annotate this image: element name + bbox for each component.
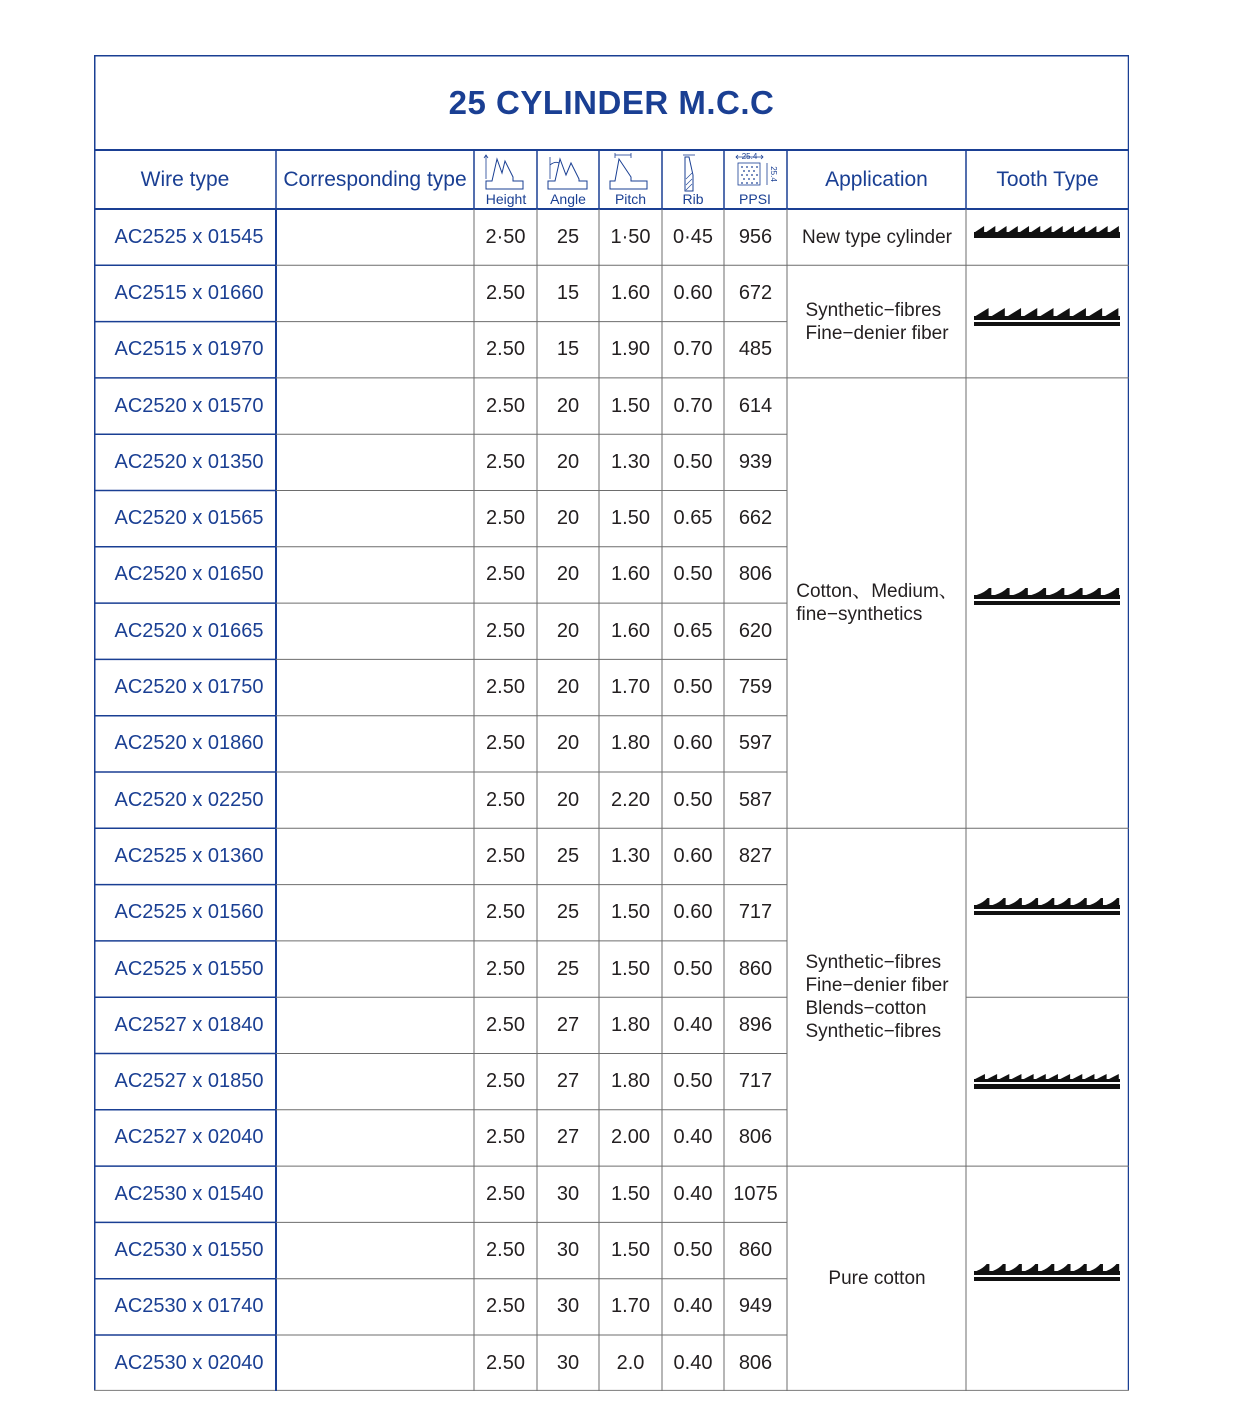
- wire-type-cell: AC2520 x 02250: [114, 788, 264, 811]
- ppsi-cell: 806: [738, 1126, 773, 1149]
- pitch-cell: 1.30: [611, 450, 650, 473]
- pitch-cell: 1.50: [611, 1182, 650, 1205]
- pitch-cell: 1.50: [611, 394, 650, 417]
- pitch-cell: 1.70: [611, 676, 650, 699]
- wire-type-cell: AC2520 x 01860: [114, 732, 264, 755]
- height-cell: 2.50: [486, 844, 525, 867]
- pitch-cell: 1.50: [611, 1239, 650, 1262]
- wire-type-cell: AC2520 x 01650: [114, 563, 264, 586]
- header-corresponding-type: Corresponding type: [283, 167, 467, 191]
- wire-type-cell: AC2525 x 01560: [114, 901, 264, 924]
- wire-type-cell: AC2520 x 01570: [114, 394, 264, 417]
- height-cell: 2.50: [486, 1070, 525, 1093]
- ppsi-cell: 614: [738, 394, 773, 417]
- ppsi-cell: 1075: [733, 1182, 778, 1205]
- height-cell: 2.50: [486, 450, 525, 473]
- height-cell: 2.50: [486, 957, 525, 980]
- angle-diagram-icon: [545, 153, 591, 193]
- wire-type-cell: AC2520 x 01350: [114, 450, 264, 473]
- height-cell: 2.50: [486, 394, 525, 417]
- angle-cell: 30: [556, 1182, 580, 1205]
- pitch-cell: 1.50: [611, 901, 650, 924]
- height-cell: 2.50: [486, 676, 525, 699]
- angle-cell: 15: [556, 281, 580, 304]
- ppsi-cell: 485: [738, 338, 773, 361]
- rib-cell: 0.50: [673, 1239, 713, 1262]
- tooth-profile-icon-blend-b: [974, 1067, 1120, 1097]
- pitch-cell: 2.00: [611, 1126, 650, 1149]
- rib-cell: 0.40: [673, 1013, 713, 1036]
- wire-type-cell: AC2527 x 01840: [114, 1013, 264, 1036]
- pitch-cell: 1.80: [611, 1070, 650, 1093]
- ppsi-cell: 672: [738, 281, 773, 304]
- rib-cell: 0.40: [673, 1295, 713, 1318]
- angle-cell: 25: [556, 901, 580, 924]
- ppsi-cell: 827: [738, 844, 773, 867]
- height-cell: 2.50: [486, 732, 525, 755]
- rib-cell: 0·45: [672, 225, 714, 248]
- angle-cell: 25: [556, 225, 580, 248]
- rib-cell: 0.40: [673, 1126, 713, 1149]
- pitch-cell: 1.50: [611, 507, 650, 530]
- ppsi-cell: 806: [738, 1351, 773, 1374]
- rib-cell: 0.65: [673, 619, 713, 642]
- pitch-cell: 1.60: [611, 619, 650, 642]
- spec-table: [94, 55, 1129, 1391]
- header-tooth-type: Tooth Type: [996, 167, 1099, 191]
- rib-cell: 0.60: [673, 901, 713, 924]
- header-pitch: Pitch: [614, 191, 647, 207]
- header-angle: Angle: [550, 191, 586, 207]
- height-cell: 2.50: [486, 1182, 525, 1205]
- rib-cell: 0.50: [673, 450, 713, 473]
- ppsi-cell: 717: [738, 901, 773, 924]
- wire-type-cell: AC2525 x 01550: [114, 957, 264, 980]
- wire-type-cell: AC2520 x 01565: [114, 507, 264, 530]
- rib-cell: 0.40: [673, 1351, 713, 1374]
- wire-type-cell: AC2527 x 01850: [114, 1070, 264, 1093]
- angle-cell: 27: [556, 1126, 580, 1149]
- application-text: Synthetic−fibres Fine−denier fiber: [805, 299, 949, 344]
- ppsi-cell: 806: [738, 563, 773, 586]
- ppsi-cell: 860: [738, 1239, 773, 1262]
- rib-cell: 0.70: [673, 394, 713, 417]
- height-cell: 2.50: [486, 563, 525, 586]
- angle-cell: 30: [556, 1295, 580, 1318]
- ppsi-cell: 949: [738, 1295, 773, 1318]
- ppsi-cell: 956: [738, 225, 773, 248]
- ppsi-cell: 597: [738, 732, 773, 755]
- wire-type-cell: AC2520 x 01665: [114, 619, 264, 642]
- angle-cell: 30: [556, 1351, 580, 1374]
- ppsi-cell: 620: [738, 619, 773, 642]
- angle-cell: 20: [556, 450, 580, 473]
- angle-cell: 15: [556, 338, 580, 361]
- rib-cell: 0.50: [673, 957, 713, 980]
- rib-cell: 0.60: [673, 732, 713, 755]
- header-height: Height: [485, 191, 527, 207]
- pitch-cell: 1.80: [611, 1013, 650, 1036]
- ppsi-cell: 662: [738, 507, 773, 530]
- rib-cell: 0.50: [673, 563, 713, 586]
- ppsi-cell: 717: [738, 1070, 773, 1093]
- wire-type-cell: AC2515 x 01660: [114, 281, 264, 304]
- ppsi-cell: 939: [738, 450, 773, 473]
- angle-cell: 27: [556, 1013, 580, 1036]
- height-cell: 2.50: [486, 901, 525, 924]
- header-ppsi: PPSI: [739, 191, 771, 207]
- angle-cell: 20: [556, 394, 580, 417]
- rib-cell: 0.60: [673, 281, 713, 304]
- height-cell: 2.50: [486, 1351, 525, 1374]
- wire-type-cell: AC2525 x 01545: [114, 225, 264, 248]
- pitch-cell: 1.90: [611, 338, 650, 361]
- ppsi-cell: 860: [738, 957, 773, 980]
- ppsi-cell: 896: [738, 1013, 773, 1036]
- angle-cell: 20: [556, 619, 580, 642]
- angle-cell: 20: [556, 563, 580, 586]
- pitch-cell: 1.60: [611, 281, 650, 304]
- ppsi-cell: 587: [738, 788, 773, 811]
- height-cell: 2·50: [485, 225, 526, 248]
- height-diagram-icon: [483, 153, 529, 193]
- rib-diagram-icon: [677, 153, 707, 193]
- wire-type-cell: AC2530 x 01540: [114, 1182, 264, 1205]
- pitch-cell: 2.20: [611, 788, 650, 811]
- wire-type-cell: AC2515 x 01970: [114, 338, 264, 361]
- application-text: Cotton、Medium、 fine−synthetics: [796, 581, 958, 626]
- height-cell: 2.50: [486, 1126, 525, 1149]
- angle-cell: 25: [556, 844, 580, 867]
- pitch-cell: 1.70: [611, 1295, 650, 1318]
- angle-cell: 20: [556, 788, 580, 811]
- height-cell: 2.50: [486, 1239, 525, 1262]
- angle-cell: 27: [556, 1070, 580, 1093]
- tooth-profile-icon-synthetic: [974, 307, 1120, 337]
- application-text: Synthetic−fibres Fine−denier fiber Blends−cotton Synthetic−fibres: [805, 952, 949, 1043]
- header-rib: Rib: [682, 191, 704, 207]
- rib-cell: 0.50: [673, 676, 713, 699]
- tooth-profile-icon-blend-a: [974, 898, 1120, 928]
- height-cell: 2.50: [486, 788, 525, 811]
- angle-cell: 30: [556, 1239, 580, 1262]
- application-text: New type cylinder: [802, 226, 952, 248]
- pitch-cell: 1.80: [611, 732, 650, 755]
- pitch-cell: 1.30: [611, 844, 650, 867]
- wire-type-cell: AC2530 x 01550: [114, 1239, 264, 1262]
- angle-cell: 25: [556, 957, 580, 980]
- wire-type-cell: AC2520 x 01750: [114, 676, 264, 699]
- angle-cell: 20: [556, 676, 580, 699]
- height-cell: 2.50: [486, 338, 525, 361]
- ppsi-cell: 759: [738, 676, 773, 699]
- rib-cell: 0.60: [673, 844, 713, 867]
- ppsi-diagram-icon: [733, 153, 783, 193]
- wire-type-cell: AC2525 x 01360: [114, 844, 264, 867]
- wire-type-cell: AC2530 x 01740: [114, 1295, 264, 1318]
- header-wire-type: Wire type: [140, 167, 230, 191]
- ppsi-dim-side: 25.4: [769, 166, 778, 182]
- angle-cell: 20: [556, 507, 580, 530]
- rib-cell: 0.40: [673, 1182, 713, 1205]
- page-title: 25 CYLINDER M.C.C: [448, 83, 775, 121]
- height-cell: 2.50: [486, 1013, 525, 1036]
- pitch-cell: 1.50: [611, 957, 650, 980]
- tooth-profile-icon-fine: [974, 220, 1120, 250]
- rib-cell: 0.70: [673, 338, 713, 361]
- height-cell: 2.50: [486, 507, 525, 530]
- rib-cell: 0.65: [673, 507, 713, 530]
- pitch-cell: 2.0: [616, 1351, 645, 1374]
- ppsi-dim-top: 25.4: [741, 153, 758, 161]
- pitch-cell: 1·50: [610, 225, 651, 248]
- angle-cell: 20: [556, 732, 580, 755]
- wire-type-cell: AC2530 x 02040: [114, 1351, 264, 1374]
- rib-cell: 0.50: [673, 788, 713, 811]
- tooth-profile-icon-cotton: [974, 588, 1120, 618]
- application-text: Pure cotton: [828, 1268, 926, 1290]
- wire-type-cell: AC2527 x 02040: [114, 1126, 264, 1149]
- header-application: Application: [825, 167, 928, 191]
- height-cell: 2.50: [486, 1295, 525, 1318]
- rib-cell: 0.50: [673, 1070, 713, 1093]
- height-cell: 2.50: [486, 619, 525, 642]
- tooth-profile-icon-pure-cotton: [974, 1264, 1120, 1294]
- height-cell: 2.50: [486, 281, 525, 304]
- pitch-cell: 1.60: [611, 563, 650, 586]
- pitch-diagram-icon: [607, 153, 653, 193]
